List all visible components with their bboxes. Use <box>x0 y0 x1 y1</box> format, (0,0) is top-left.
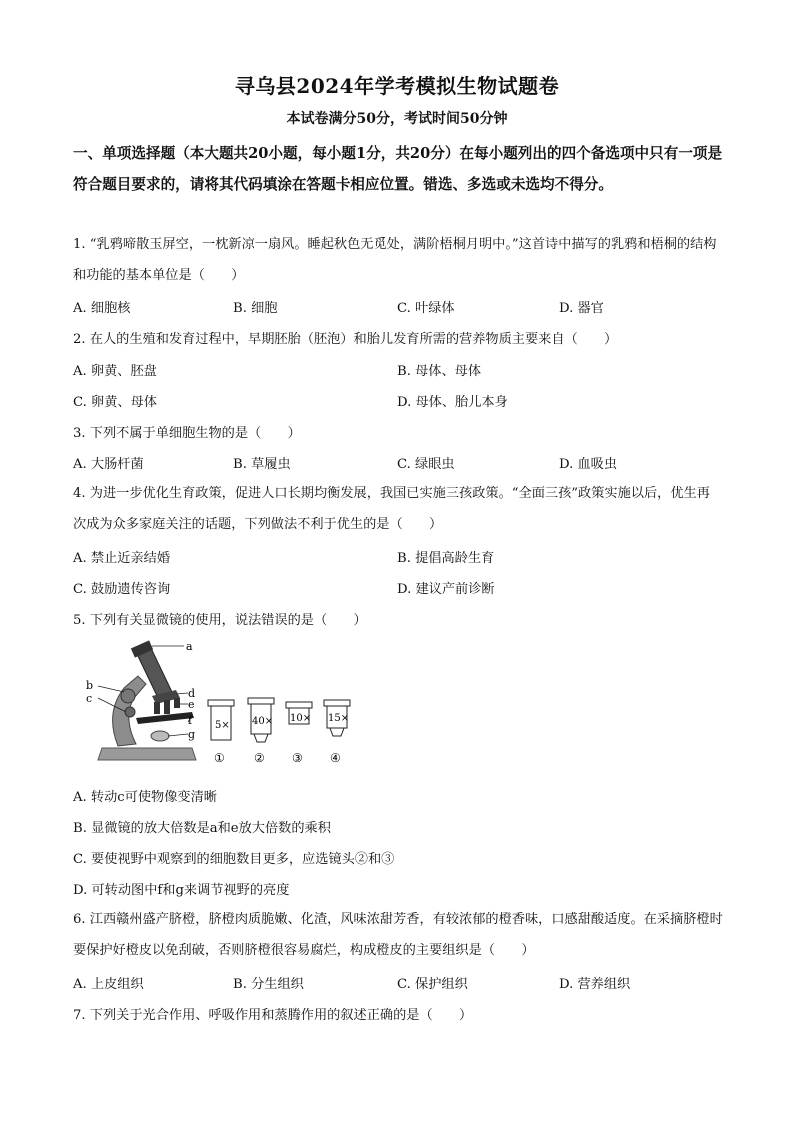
question-1-option-c: C. 叶绿体 <box>397 301 455 316</box>
question-3-option-b: B. 草履虫 <box>233 457 291 472</box>
question-5-option-b: B. 显微镜的放大倍数是a和e放大倍数的乘积 <box>73 821 331 836</box>
svg-text:10×: 10× <box>290 713 312 724</box>
question-3-stem: 3. 下列不属于单细胞生物的是（ ） <box>73 426 301 441</box>
figure-label-f: f <box>188 714 193 727</box>
svg-text:③: ③ <box>292 751 303 765</box>
svg-text:②: ② <box>254 751 265 765</box>
lens-1 <box>208 700 234 765</box>
question-1-option-d: D. 器官 <box>559 301 604 316</box>
question-2-option-a: A. 卵黄、胚盘 <box>73 364 157 379</box>
question-2-option-d: D. 母体、胎儿本身 <box>397 395 508 410</box>
question-5-stem: 5. 下列有关显微镜的使用，说法错误的是（ ） <box>73 613 367 628</box>
question-5-option-d: D. 可转动图中f和g来调节视野的亮度 <box>73 883 290 898</box>
question-6-option-d: D. 营养组织 <box>559 977 631 992</box>
question-3-option-c: C. 绿眼虫 <box>397 457 455 472</box>
figure-label-e: e <box>188 698 195 711</box>
svg-text:①: ① <box>214 751 225 765</box>
figure-label-b: b <box>86 679 94 692</box>
question-4-stem: 4. 为进一步优化生育政策，促进人口长期均衡发展，我国已实施三孩政策。“全面三孩”政策实施以后，优生再次成为众多家庭关注的话题，下列做法不利于优生的是（ ） <box>73 486 710 532</box>
section-instructions: 一、单项选择题（本大题共20小题，每小题1分，共20分）在每小题列出的四个备选项中只有一项是符合题目要求的，请将其代码填涂在答题卡相应位置。错选、多选或未选均不得分。 <box>73 145 723 193</box>
page-title: 寻乌县2024年学考模拟生物试题卷 <box>234 74 560 98</box>
question-4-option-a: A. 禁止近亲结婚 <box>73 551 171 566</box>
svg-text:40×: 40× <box>252 716 274 727</box>
question-1-stem: 1. “乳鸦啼散玉屏空，一枕新凉一扇风。睡起秋色无觅处，满阶梧桐月明中。”这首诗中描写的乳鸦和梧桐的结构和功能的基本单位是（ ） <box>73 237 717 283</box>
question-5-option-a: A. 转动c可使物像变清晰 <box>73 790 217 805</box>
figure-label-g: g <box>188 728 196 741</box>
question-1-option-a: A. 细胞核 <box>73 301 131 316</box>
lens-3 <box>286 702 312 765</box>
question-6-option-a: A. 上皮组织 <box>73 977 144 992</box>
figure-label-a: a <box>186 640 193 653</box>
question-3-option-d: D. 血吸虫 <box>559 457 618 472</box>
svg-text:5×: 5× <box>215 720 230 731</box>
figure-label-d: d <box>188 687 196 700</box>
question-4-option-d: D. 建议产前诊断 <box>397 582 495 597</box>
question-6-option-c: C. 保护组织 <box>397 977 468 992</box>
microscope-figure <box>80 636 360 776</box>
question-7-stem: 7. 下列关于光合作用、呼吸作用和蒸腾作用的叙述正确的是（ ） <box>73 1008 473 1023</box>
page-subtitle: 本试卷满分50分，考试时间50分钟 <box>286 111 508 127</box>
question-2-stem: 2. 在人的生殖和发育过程中，早期胚胎（胚泡）和胎儿发育所需的营养物质主要来自（ ） <box>73 332 618 347</box>
question-6-option-b: B. 分生组织 <box>233 977 304 992</box>
question-3-option-a: A. 大肠杆菌 <box>73 457 144 472</box>
question-6-stem: 6. 江西赣州盛产脐橙，脐橙肉质脆嫩、化渣，风味浓甜芳香，有较浓郁的橙香味，口感甜酸适度。在采摘脐橙时要保护好橙皮以免刮破，否则脐橙很容易腐烂，构成橙皮的主要组织是（ ） <box>73 912 723 958</box>
question-5-option-c: C. 要使视野中观察到的细胞数目更多，应选镜头②和③ <box>73 852 395 867</box>
svg-text:④: ④ <box>330 751 341 765</box>
lens-2 <box>248 698 274 765</box>
question-2-option-b: B. 母体、母体 <box>397 364 482 379</box>
question-2-option-c: C. 卵黄、母体 <box>73 395 157 410</box>
lens-4 <box>324 700 350 765</box>
question-4-option-c: C. 鼓励遗传咨询 <box>73 582 171 597</box>
question-1-option-b: B. 细胞 <box>233 301 278 316</box>
question-4-option-b: B. 提倡高龄生育 <box>397 551 495 566</box>
svg-text:15×: 15× <box>328 713 350 724</box>
figure-label-c: c <box>86 692 93 705</box>
